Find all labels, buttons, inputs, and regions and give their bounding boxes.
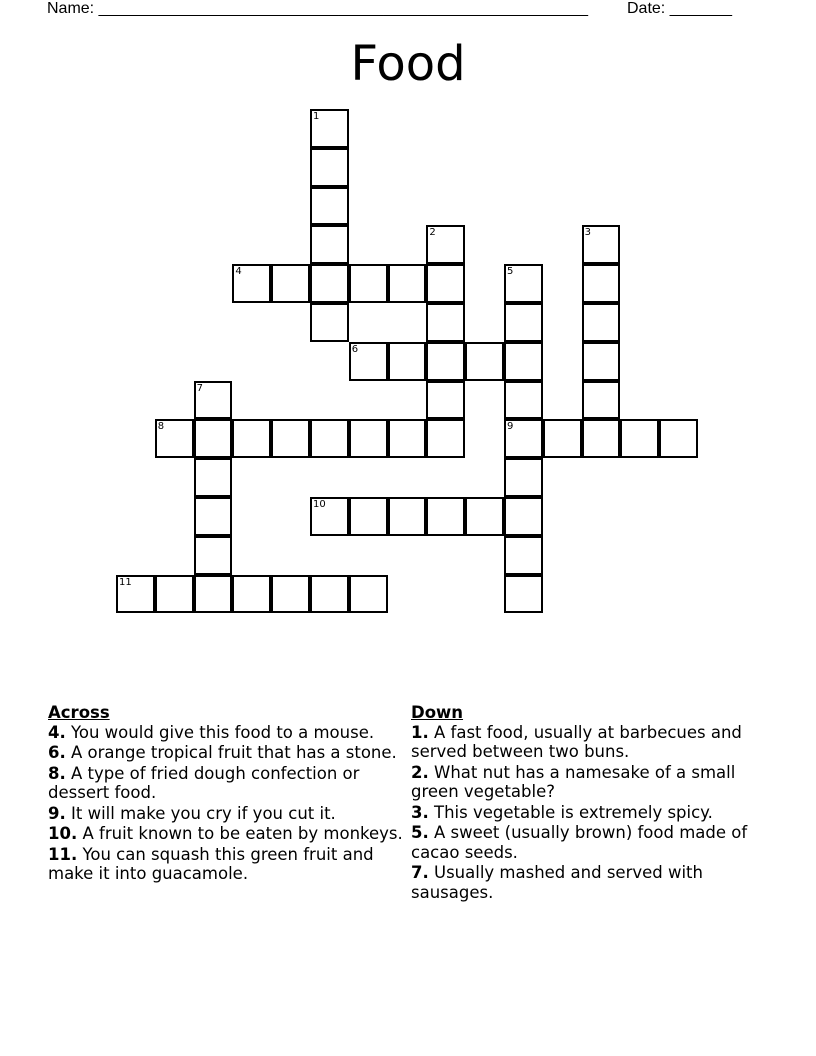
crossword-cell[interactable] [310,109,349,148]
crossword-cell[interactable] [349,264,388,303]
crossword-cell[interactable] [465,342,504,381]
crossword-cell[interactable] [426,303,465,342]
clue-number: 7. [411,863,429,882]
crossword-cell[interactable] [426,381,465,420]
crossword-cell[interactable] [582,303,621,342]
clue-number: 1 [313,111,320,122]
crossword-cell[interactable] [194,419,233,458]
crossword-cell[interactable] [504,458,543,497]
crossword-cell[interactable] [310,148,349,187]
crossword-cell[interactable] [388,497,427,536]
down-heading: Down [411,703,464,722]
crossword-cell[interactable] [349,419,388,458]
clue-text: It will make you cry if you cut it. [71,803,336,823]
clue-number: 8. [48,763,66,783]
clue-number: 5. [411,823,429,842]
crossword-cell[interactable] [504,497,543,536]
crossword-cell[interactable] [310,264,349,303]
clue-text: A sweet (usually brown) food made of cacao seeds. [411,823,748,862]
crossword-cell[interactable] [349,342,388,381]
crossword-cell[interactable] [155,419,194,458]
crossword-cell[interactable] [426,419,465,458]
crossword-cell[interactable] [543,419,582,458]
crossword-cell[interactable] [116,575,155,614]
down-clue [411,863,766,902]
crossword-cell[interactable] [155,575,194,614]
clue-number: 4. [48,722,66,742]
across-clue [48,743,403,763]
clue-text: A fruit known to be eaten by monkeys. [82,824,403,843]
crossword-cell[interactable] [194,381,233,420]
crossword-cell[interactable] [349,575,388,614]
clue-number: 2. [411,762,429,782]
crossword-cell[interactable] [310,187,349,226]
crossword-cell[interactable] [349,497,388,536]
clue-text: A type of fried dough confection or dessert food. [48,763,360,802]
across-clue [48,824,403,844]
crossword-cell[interactable] [388,342,427,381]
crossword-cell[interactable] [504,575,543,614]
crossword-cell[interactable] [426,264,465,303]
clue-number: 11 [119,576,132,588]
crossword-cell[interactable] [504,381,543,420]
down-clue [411,723,766,762]
clue-number: 10 [313,499,326,510]
crossword-cell[interactable] [194,458,233,497]
across-clues [48,703,403,885]
crossword-cell[interactable] [620,419,659,458]
name-field[interactable]: Name: _______________________________________________________ [47,0,588,17]
crossword-cell[interactable] [310,497,349,536]
crossword-cell[interactable] [232,419,271,458]
crossword-cell[interactable] [271,264,310,303]
across-clue [48,804,403,824]
crossword-cell[interactable] [504,419,543,458]
clue-text: Usually mashed and served with sausages. [411,863,703,902]
crossword-cell[interactable] [659,419,698,458]
crossword-cell[interactable] [582,381,621,420]
clue-text: A orange tropical fruit that has a stone. [71,743,397,762]
crossword-cell[interactable] [582,225,621,264]
clue-text: A fast food, usually at barbecues and served between two buns. [411,722,742,761]
down-clue [411,763,766,802]
date-field[interactable]: Date: _______ [627,0,732,17]
crossword-cell[interactable] [310,303,349,342]
crossword-cell[interactable] [194,497,233,536]
clue-text: This vegetable is extremely spicy. [434,802,713,822]
clue-number: 1. [411,722,429,742]
across-clue [48,723,403,743]
crossword-cell[interactable] [582,264,621,303]
across-heading: Across [48,703,110,722]
crossword-cell[interactable] [232,264,271,303]
clue-number: 7 [196,382,203,394]
clue-number: 3 [584,227,591,239]
crossword-cell[interactable] [465,497,504,536]
crossword-cell[interactable] [310,575,349,614]
page-title: Food [350,36,466,92]
clue-number: 6 [351,343,359,355]
crossword-cell[interactable] [271,419,310,458]
crossword-cell[interactable] [504,342,543,381]
crossword-cell[interactable] [388,419,427,458]
crossword-cell[interactable] [582,342,621,381]
clue-text: You can squash this green fruit and make it into guacamole. [48,844,374,883]
crossword-cell[interactable] [310,225,349,264]
crossword-cell[interactable] [426,225,465,264]
crossword-cell[interactable] [426,497,465,536]
crossword-cell[interactable] [426,342,465,381]
crossword-cell[interactable] [504,536,543,575]
clue-number: 3. [411,802,429,822]
clue-number: 10. [48,824,78,843]
crossword-cell[interactable] [271,575,310,614]
crossword-cell[interactable] [388,264,427,303]
down-clues [411,703,766,903]
clue-text: You would give this food to a mouse. [71,722,375,742]
down-clue [411,803,766,823]
crossword-cell[interactable] [504,264,543,303]
clue-number: 6. [48,743,66,762]
clue-number: 4 [235,266,242,278]
crossword-cell[interactable] [582,419,621,458]
clue-text: What nut has a namesake of a small green vegetable? [411,762,736,801]
clue-number: 9 [507,421,514,433]
crossword-cell[interactable] [310,419,349,458]
crossword-cell[interactable] [194,536,233,575]
across-clue [48,845,403,884]
clue-number: 5 [507,266,514,278]
crossword-cell[interactable] [194,575,233,614]
clue-number: 2 [429,227,436,239]
crossword-cell[interactable] [504,303,543,342]
clue-number: 9. [48,803,66,823]
down-clue [411,823,766,862]
across-clue [48,764,403,803]
clue-number: 8 [157,421,165,433]
clue-number: 11. [48,844,78,864]
crossword-cell[interactable] [232,575,271,614]
